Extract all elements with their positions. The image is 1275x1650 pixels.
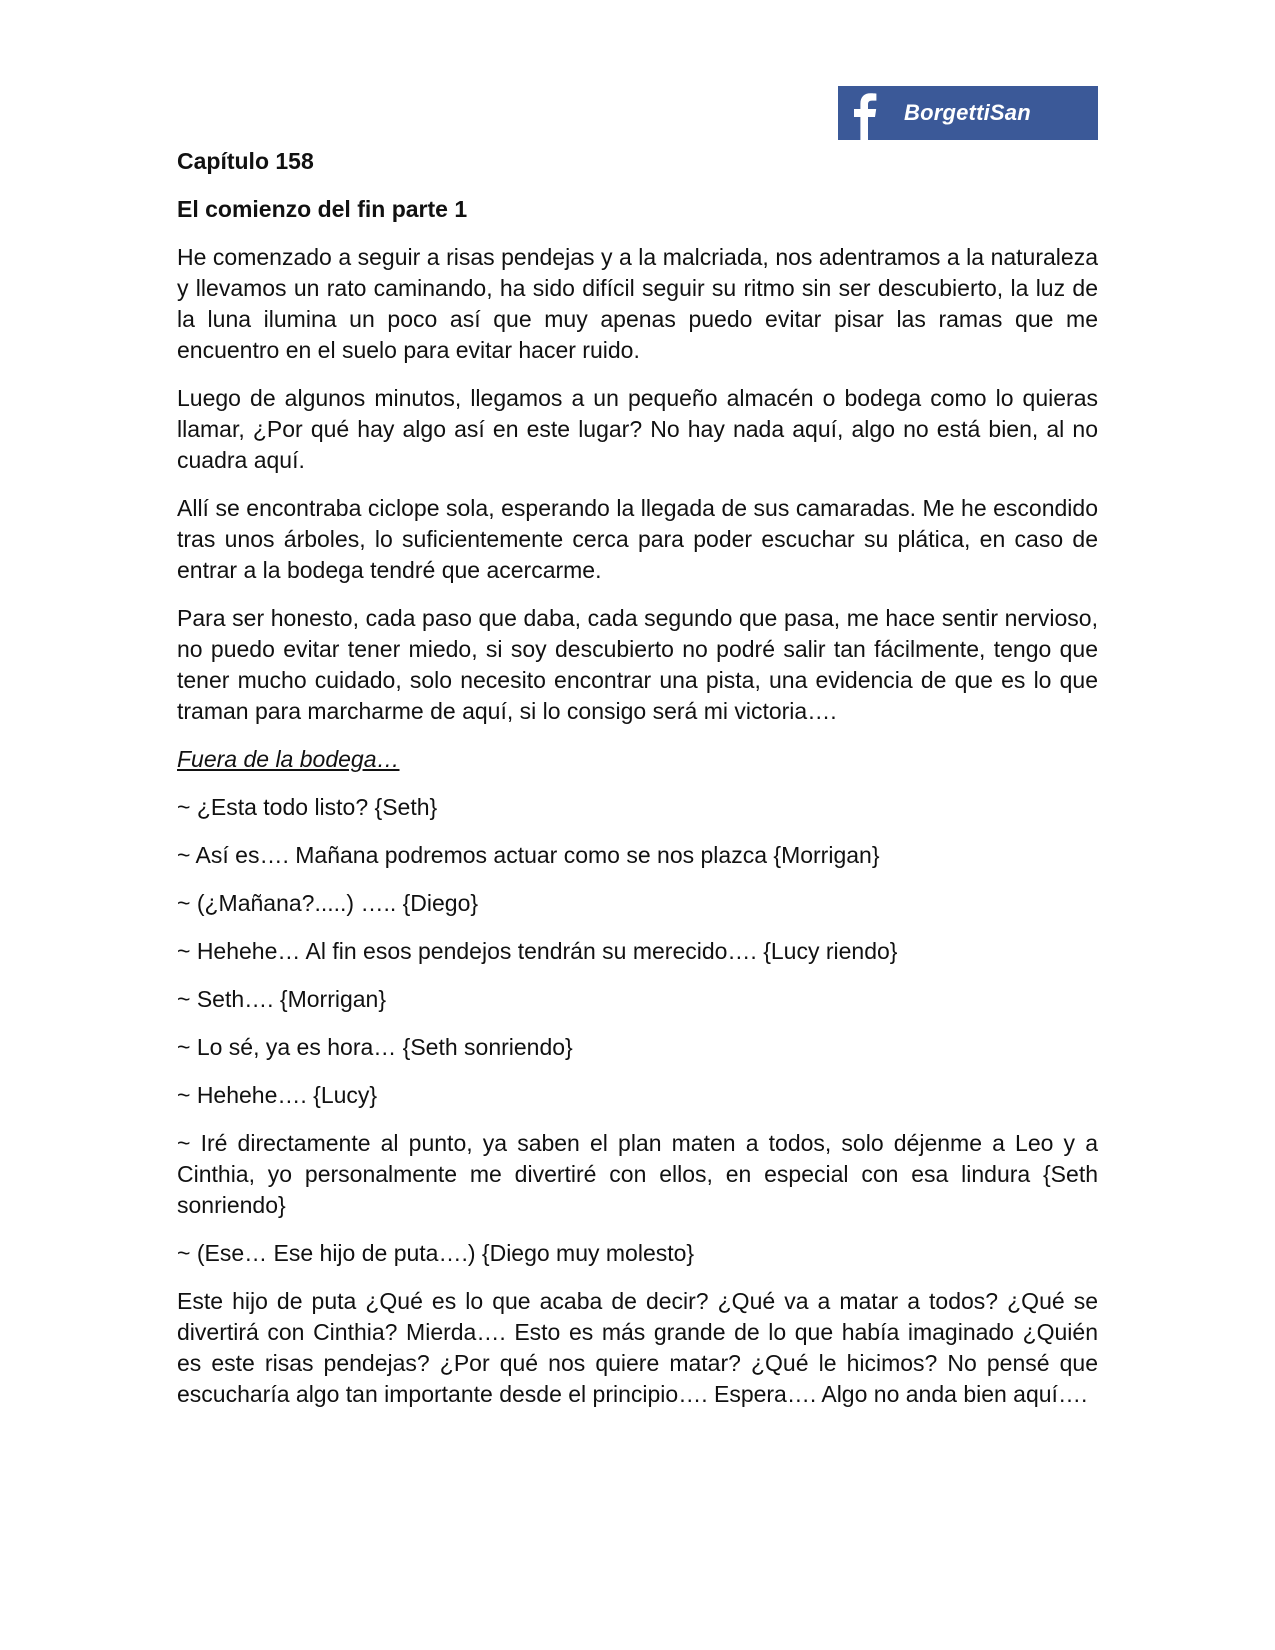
dialogue-line: ~ ¿Esta todo listo? {Seth} [177,794,438,820]
closing-paragraph: Este hijo de puta ¿Qué es lo que acaba de decir? ¿Qué va a matar a todos? ¿Qué se divertirá con Cinthia? Mierda…. Esto es más grande de lo que había imaginado ¿Quién es este risas pendejas? ¿Por qué nos quiere matar? ¿Qué le hicimos? No pensé que escucharía algo tan importante desde el principio…. Espera…. Algo no anda bien aquí…. [177,1288,1098,1407]
document-body [177,146,1098,1427]
dialogue-line: ~ Seth…. {Morrigan} [177,986,387,1012]
paragraph: He comenzado a seguir a risas pendejas y a la malcriada, nos adentramos a la naturaleza y llevamos un rato caminando, ha sido difícil seguir su ritmo sin ser descubierto, la luz de la luna ilumina un poco así que muy apenas puedo evitar pisar las ramas que me encuentro en el suelo para evitar hacer ruido. [177,244,1098,363]
facebook-badge[interactable] [838,86,1098,140]
dialogue-line: ~ Así es…. Mañana podremos actuar como se nos plazca {Morrigan} [177,842,880,868]
chapter-subtitle: El comienzo del fin parte 1 [177,196,468,222]
dialogue-line: ~ Iré directamente al punto, ya saben el plan maten a todos, solo déjenme a Leo y a Cinthia, yo personalmente me divertiré con ellos, en especial con esa lindura {Seth sonriendo} [177,1130,1098,1218]
paragraph: Para ser honesto, cada paso que daba, cada segundo que pasa, me hace sentir nervioso, no puedo evitar tener miedo, si soy descubierto no podré salir tan fácilmente, tengo que tener mucho cuidado, solo necesito encontrar una pista, una evidencia de que es lo que traman para marcharme de aquí, si lo consigo será mi victoria…. [177,605,1098,724]
facebook-icon [838,86,892,140]
scene-heading: Fuera de la bodega… [177,746,400,772]
dialogue-line: ~ Hehehe… Al fin esos pendejos tendrán su merecido…. {Lucy riendo} [177,938,898,964]
dialogue-line: ~ Hehehe…. {Lucy} [177,1082,378,1108]
dialogue-line: ~ (¿Mañana?.....) ….. {Diego} [177,890,479,916]
paragraph: Allí se encontraba ciclope sola, esperando la llegada de sus camaradas. Me he escondido tras unos árboles, lo suficientemente cerca para poder escuchar su plática, en caso de entrar a la bodega tendré que acercarme. [177,495,1098,583]
facebook-page-name: BorgettiSan [904,100,1031,125]
chapter-title: Capítulo 158 [177,148,314,174]
paragraph: Luego de algunos minutos, llegamos a un pequeño almacén o bodega como lo quieras llamar, ¿Por qué hay algo así en este lugar? No hay nada aquí, algo no está bien, al no cuadra aquí. [177,385,1098,473]
dialogue-line: ~ Lo sé, ya es hora… {Seth sonriendo} [177,1034,573,1060]
dialogue-line: ~ (Ese… Ese hijo de puta….) {Diego muy molesto} [177,1240,695,1266]
